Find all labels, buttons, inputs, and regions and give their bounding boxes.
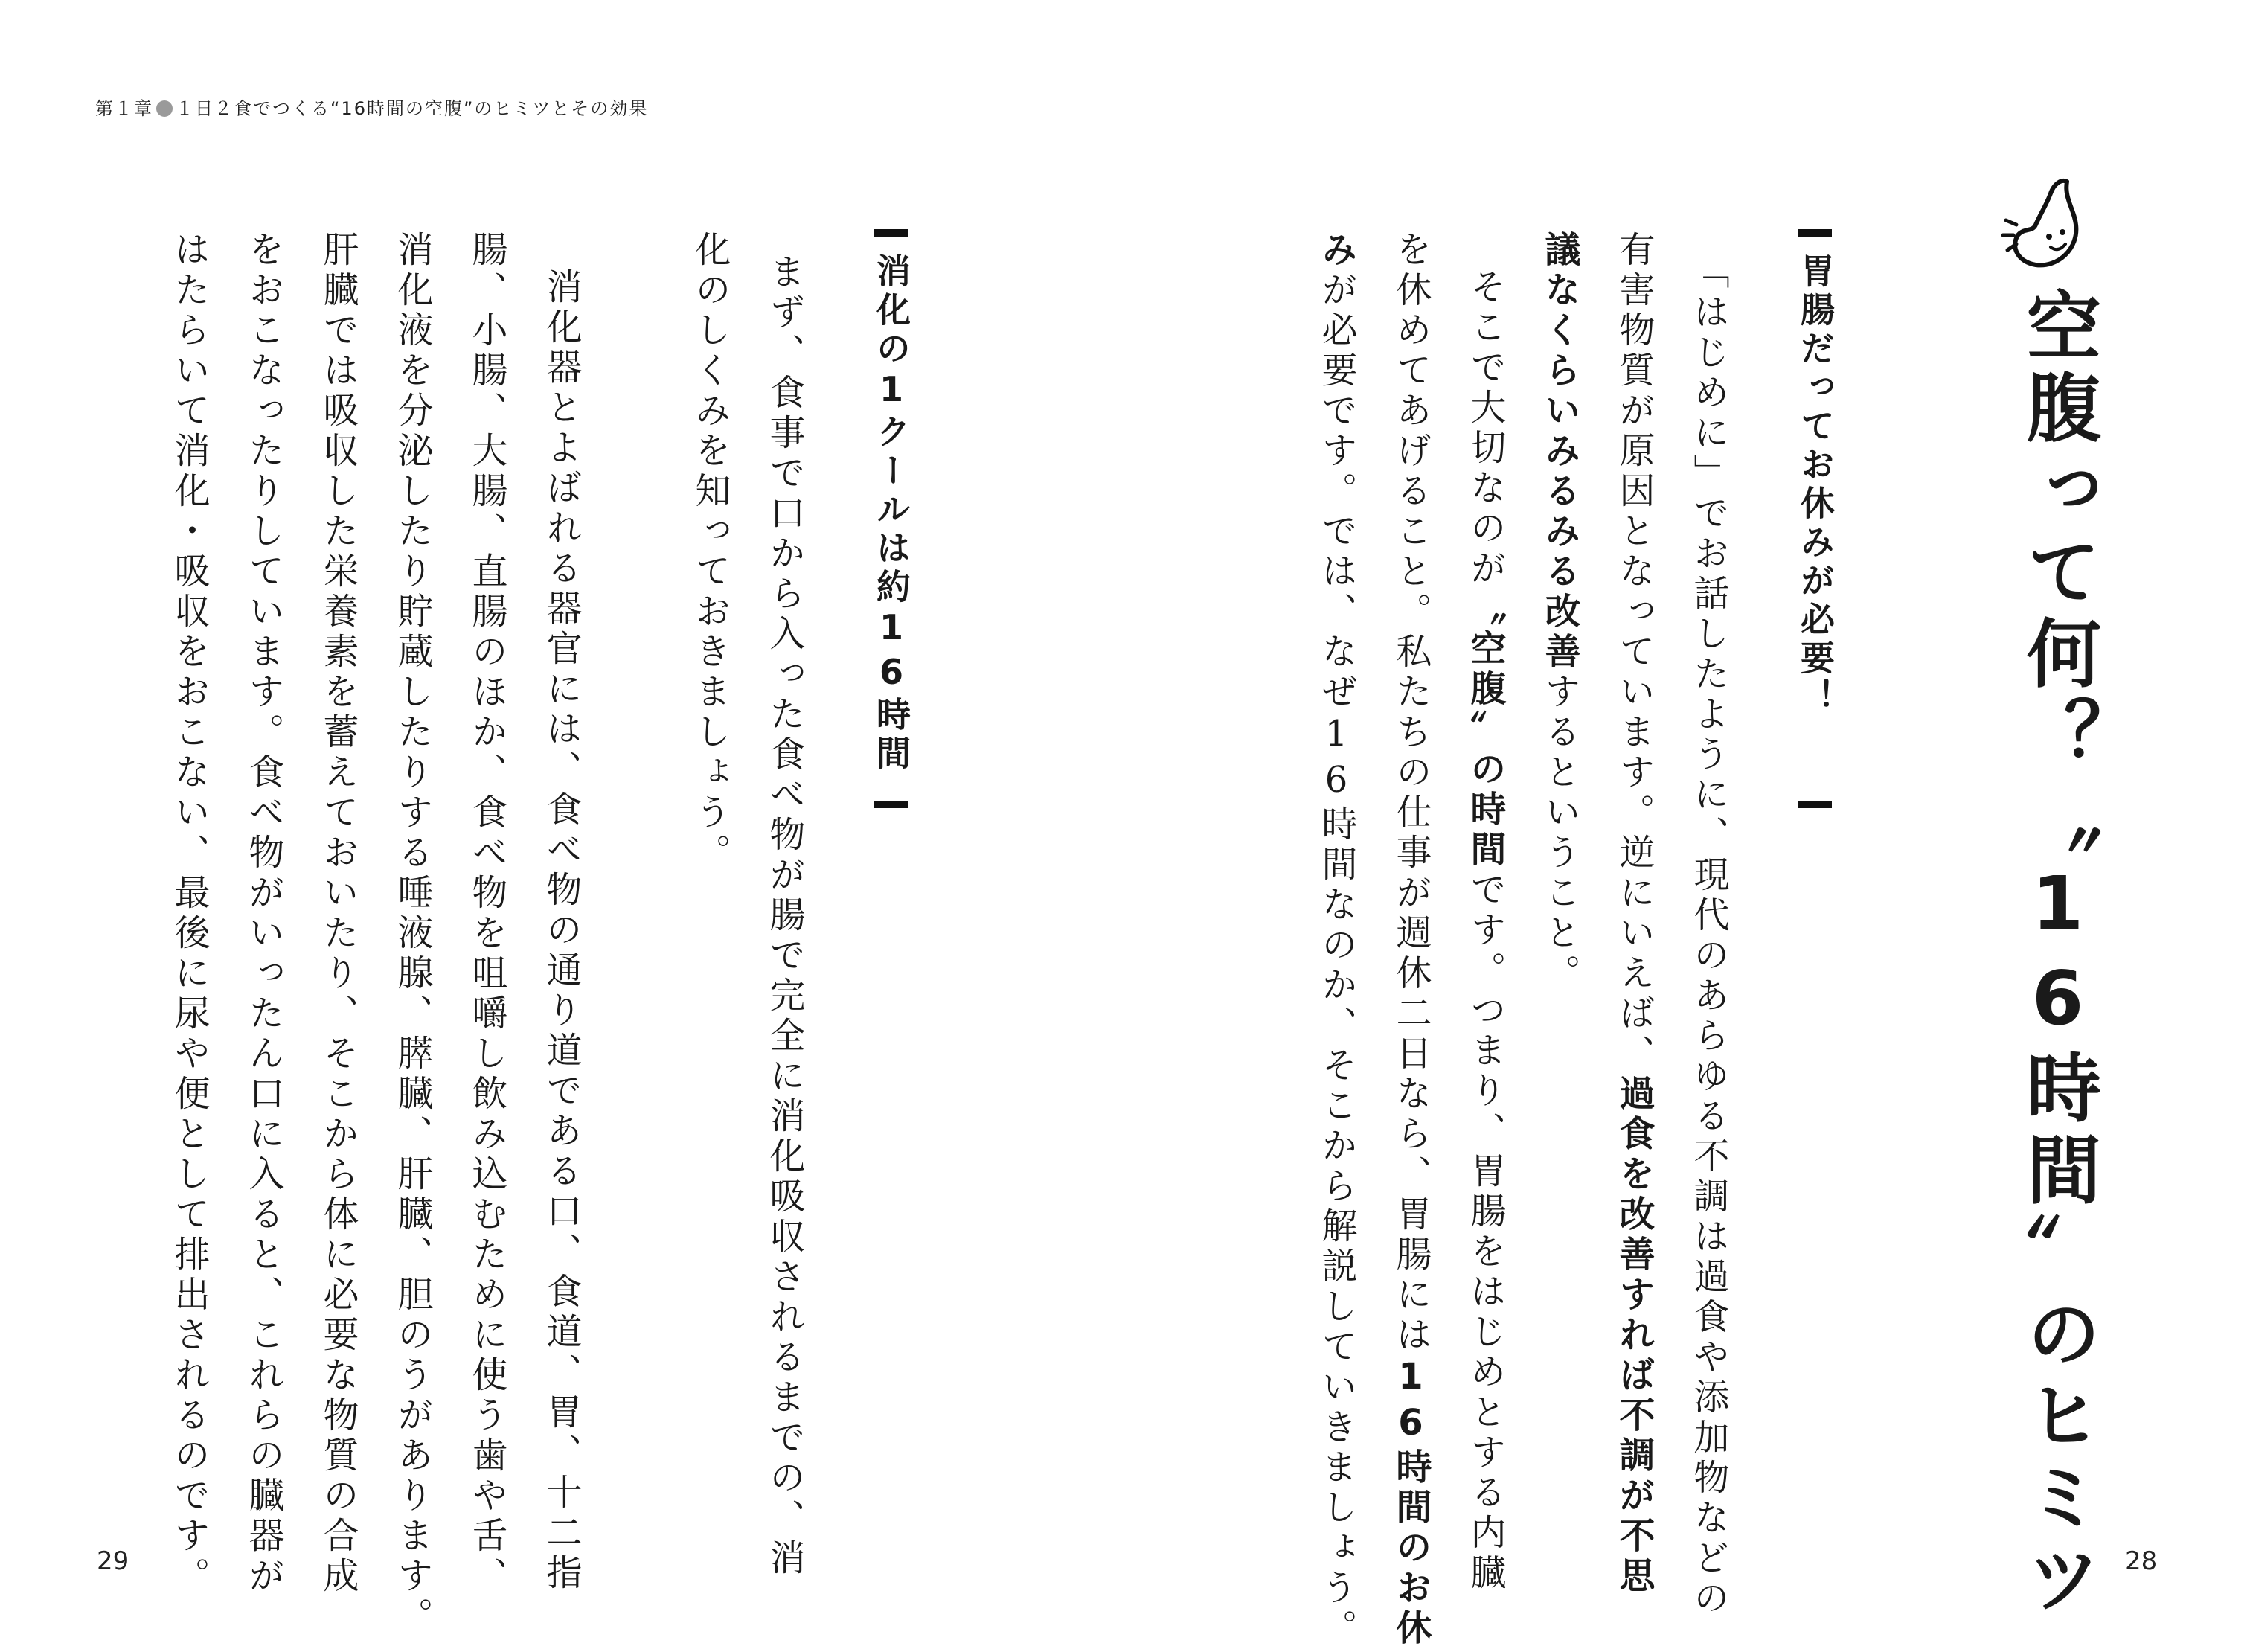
s2-line-2: 化のしくみを知っておきましょう。: [689, 231, 731, 874]
chapter-title: １日２食でつくる“16時間の空腹”のヒミツとその効果: [176, 98, 649, 119]
s2-line-1: まず、食事で口から入った食べ物が腸で完全に消化吸収されるまでの、消: [763, 253, 805, 1579]
s1-line-3: 議なくらいみるみる改善するということ。: [1539, 231, 1580, 994]
subheading2-dash-top: [874, 229, 908, 237]
s1-line-5: を休めてあげること。私たちの仕事が週休二日なら、胃腸には16時間のお休: [1390, 231, 1432, 1649]
subheading-dash-top: [1798, 229, 1832, 237]
s2-line-7: をおこなったりしています。食べ物がいったん口に入ると、これらの臓器が: [243, 231, 284, 1597]
bullet-dot-icon: [156, 100, 173, 117]
running-head: [95, 94, 648, 120]
s2-line-8: はたらいて消化・吸収をおこない、最後に尿や便として排出されるのです。: [168, 231, 210, 1597]
s2-line-5: 消化液を分泌したり貯蔵したりする唾液腺、膵臓、肝臓、胆のうがあります。: [391, 231, 433, 1637]
s1-line-6: みが必要です。では、なぜ16時間なのか、そこから解説していきましょう。: [1315, 231, 1357, 1649]
s1-line-4: そこで大切なのが〝空腹〟の時間です。つまり、胃腸をはじめとする内臓: [1464, 268, 1506, 1594]
subheading-1: 胃腸だってお休みが必要！: [1795, 253, 1836, 717]
s2-line-6: 肝臓では吸収した栄養素を蓄えておいたり、そこから体に必要な物質の合成: [317, 231, 359, 1597]
page-title: 空腹って何？〝16時間〟のヒミツ: [2014, 287, 2101, 1622]
s1-line-2: 有害物質が原因となっています。逆にいえば、過食を改善すれば不調が不思: [1613, 231, 1655, 1597]
stomach-mascot-icon: [2001, 176, 2098, 280]
subheading2-dash-bottom: [874, 801, 908, 808]
chapter-label: 第１章: [95, 98, 153, 119]
subheading-dash-bottom: [1798, 801, 1832, 808]
subheading-2: 消化の1クールは約16時間: [871, 253, 911, 774]
s2-line-4: 腸、小腸、大腸、直腸のほか、食べ物を咀嚼し飲み込むために使う歯や舌、: [466, 231, 507, 1597]
s2-line-3: 消化器とよばれる器官には、食べ物の通り道である口、食道、胃、十二指: [540, 268, 582, 1594]
s1-line-1: 「はじめに」でお話したように、現代のあらゆる不調は過食や添加物などの: [1688, 253, 1729, 1619]
page-number-right: 28: [2125, 1546, 2158, 1576]
page-number-left: 29: [97, 1546, 129, 1576]
